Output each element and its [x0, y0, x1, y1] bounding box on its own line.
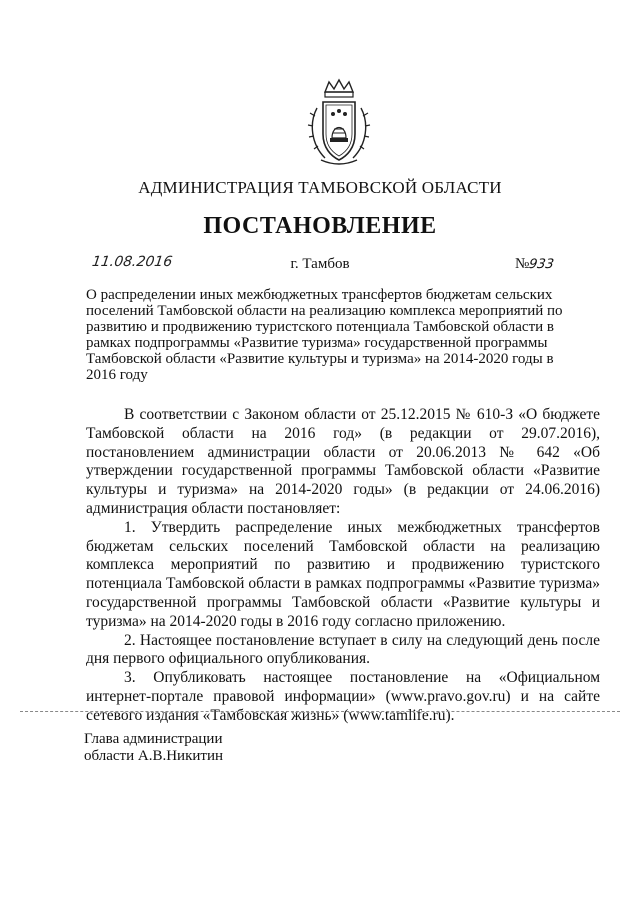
tambov-coat-of-arms-icon — [303, 78, 375, 168]
subject-line: О распределении иных межбюджетных трансфертов бюджетам сельских — [86, 287, 553, 303]
document-body — [86, 406, 600, 726]
subject-line: развитию и продвижению туристского потенциала Тамбовской области в — [86, 319, 554, 335]
subject-line: рамках подпрограммы «Развитие туризма» государственной программы — [86, 335, 548, 351]
document-city: г. Тамбов — [290, 256, 350, 272]
number-label: № — [515, 256, 530, 272]
page-divider — [20, 711, 620, 712]
subject-line: Тамбовской области «Развитие культуры и туризма» на 2014-2020 годы в — [86, 351, 554, 367]
number-value: 933 — [528, 257, 556, 272]
resolution-item-1: 1. Утвердить распределение иных межбюджетных трансфертов бюджетам сельских поселений Тамбовской области на реализацию комплекса мероприятий по развитию и продвижению туристского потенциала Тамбовской области в рамках подпрограммы «Развитие туризма» государственной программы Тамбовской области «Развитие культуры и туризма» на 2014-2020 годы в 2016 году согласно приложению. — [86, 518, 600, 630]
document-date: 11.08.2016 — [90, 254, 174, 270]
signature-position: Глава администрации — [84, 731, 223, 747]
document-type-title: ПОСТАНОВЛЕНИЕ — [203, 213, 437, 239]
preamble-paragraph: В соответствии с Законом области от 25.12.2015 № 610-З «О бюджете Тамбовской области на 2016 год» (в редакции от 29.07.2016), постановлением администрации области от 20.06.2013 № 642 «Об утверждении государственной программы Тамбовской области «Развитие культуры и туризма» на 2014-2020 годы» (в редакции от 24.06.2016) администрация области постановляет: — [86, 406, 600, 517]
resolution-item-2: 2. Настоящее постановление вступает в силу на следующий день после дня первого официального опубликования. — [86, 631, 600, 668]
subject-line: поселений Тамбовской области на реализацию комплекса мероприятий по — [86, 303, 563, 319]
resolution-item-3: 3. Опубликовать настоящее постановление на «Официальном интернет-портале правовой информации» (www.pravo.gov.ru) и на сайте сетевого издания «Тамбовская жизнь» (www.tamlife.ru). — [86, 669, 600, 724]
signature-block — [84, 731, 223, 765]
subject-line: 2016 году — [86, 367, 148, 383]
document-number — [515, 256, 554, 273]
agency-name: АДМИНИСТРАЦИЯ ТАМБОВСКОЙ ОБЛАСТИ — [138, 178, 502, 197]
signature-name: области А.В.Никитин — [84, 748, 224, 764]
document-subject — [86, 287, 600, 383]
